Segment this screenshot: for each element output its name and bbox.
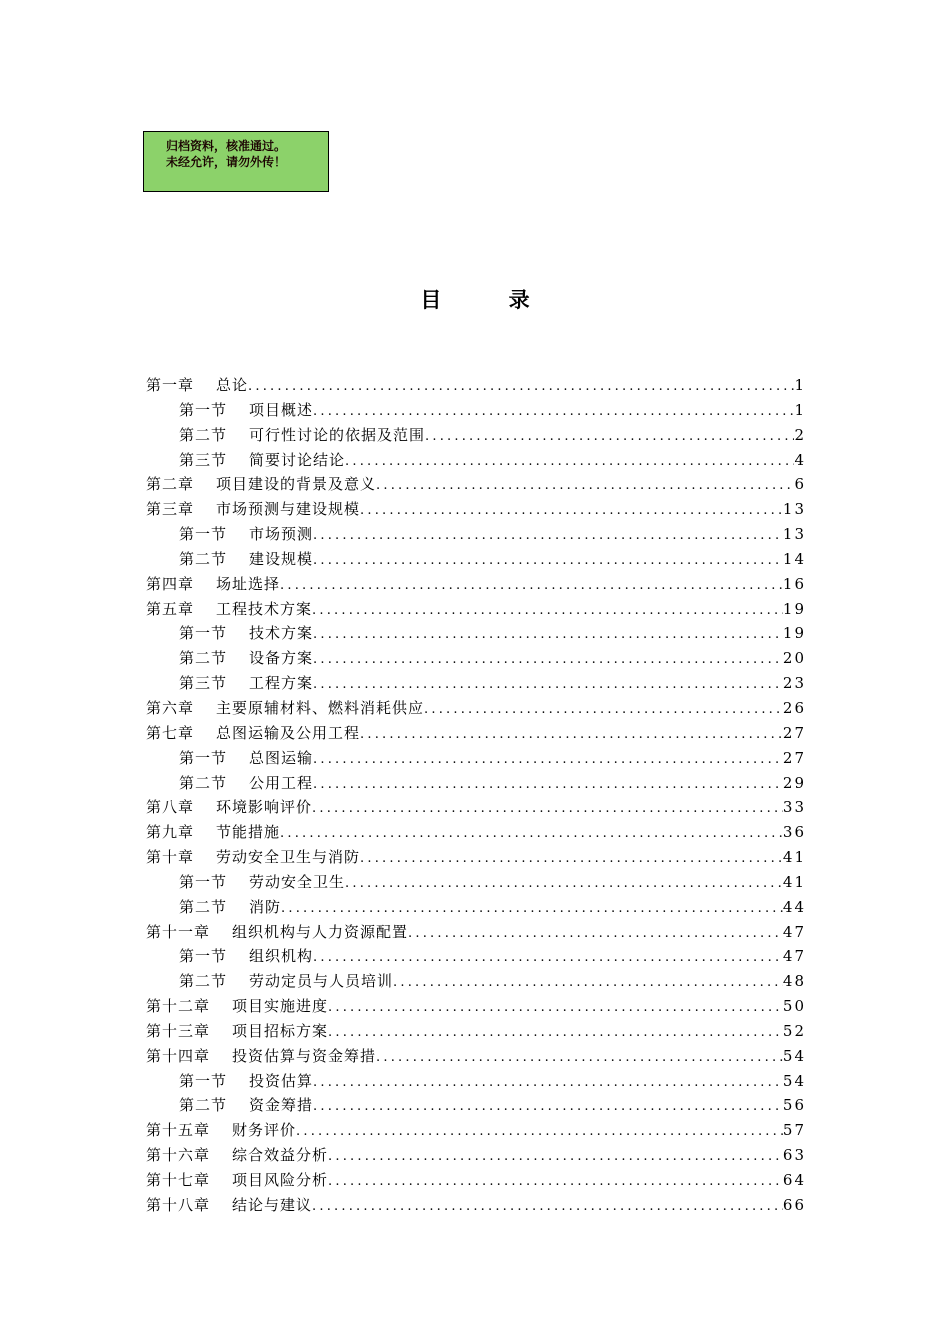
toc-page-number: 63 bbox=[782, 1146, 806, 1165]
toc-dot-leader bbox=[313, 1095, 783, 1118]
toc-entry-title: 组织机构与人力资源配置 bbox=[232, 922, 409, 941]
toc-entry-number: 第十章 bbox=[146, 848, 195, 867]
toc-entry-number: 第二节 bbox=[179, 897, 228, 916]
toc-entry-number: 第十二章 bbox=[146, 997, 211, 1016]
toc-entry-number: 第二节 bbox=[179, 549, 228, 568]
toc-entry-number: 第二节 bbox=[179, 773, 228, 792]
toc-entry-number: 第一章 bbox=[146, 376, 195, 394]
toc-dot-leader bbox=[312, 1195, 783, 1218]
toc-page-number: 1 bbox=[794, 400, 806, 419]
toc-entry-number: 第一节 bbox=[179, 748, 228, 767]
toc-entry-number: 第七章 bbox=[146, 723, 195, 742]
toc-entry-title: 节能措施 bbox=[216, 823, 281, 842]
toc-page-number: 50 bbox=[782, 997, 806, 1016]
toc-chapter-entry[interactable] bbox=[146, 472, 806, 497]
toc-entry-number: 第六章 bbox=[146, 698, 195, 717]
toc-page-number: 44 bbox=[782, 897, 806, 916]
toc-entry-number: 第一节 bbox=[179, 400, 228, 419]
toc-dot-leader bbox=[313, 648, 783, 671]
table-of-contents bbox=[146, 373, 806, 1218]
toc-entry-number: 第三节 bbox=[179, 450, 228, 469]
toc-section-entry[interactable] bbox=[146, 1069, 806, 1094]
toc-dot-leader bbox=[313, 748, 783, 771]
toc-chapter-entry[interactable] bbox=[146, 1193, 806, 1218]
toc-dot-leader bbox=[360, 499, 783, 522]
toc-chapter-entry[interactable] bbox=[146, 721, 806, 746]
toc-entry-title: 结论与建议 bbox=[232, 1195, 313, 1214]
toc-entry-title: 技术方案 bbox=[249, 624, 314, 643]
toc-section-entry[interactable] bbox=[146, 398, 806, 423]
toc-entry-title: 资金筹措 bbox=[249, 1096, 314, 1115]
toc-page-number: 13 bbox=[782, 525, 806, 544]
toc-dot-leader bbox=[280, 574, 783, 597]
toc-dot-leader bbox=[296, 1120, 783, 1143]
toc-section-entry[interactable] bbox=[146, 522, 806, 547]
toc-page-number: 20 bbox=[782, 649, 806, 668]
toc-page-number: 48 bbox=[782, 972, 806, 991]
toc-dot-leader bbox=[313, 946, 783, 969]
toc-section-entry[interactable] bbox=[146, 969, 806, 994]
toc-page-number: 54 bbox=[782, 1046, 806, 1065]
toc-chapter-entry[interactable] bbox=[146, 597, 806, 622]
toc-entry-number: 第十四章 bbox=[146, 1046, 211, 1065]
toc-dot-leader bbox=[312, 599, 783, 622]
toc-entry-title: 工程方案 bbox=[249, 674, 314, 693]
toc-chapter-entry[interactable] bbox=[146, 1168, 806, 1193]
toc-entry-title: 项目风险分析 bbox=[232, 1171, 329, 1189]
toc-entry-title: 投资估算与资金筹措 bbox=[232, 1046, 377, 1065]
toc-entry-number: 第十七章 bbox=[146, 1171, 211, 1189]
toc-section-entry[interactable] bbox=[146, 870, 806, 895]
toc-entry-number: 第一节 bbox=[179, 947, 228, 966]
toc-dot-leader bbox=[313, 549, 783, 572]
toc-section-entry[interactable] bbox=[146, 547, 806, 572]
toc-entry-number: 第四章 bbox=[146, 574, 195, 593]
toc-entry-title: 工程技术方案 bbox=[216, 599, 313, 618]
toc-title: 目 录 bbox=[420, 288, 560, 312]
toc-entry-title: 市场预测 bbox=[249, 525, 314, 544]
toc-dot-leader bbox=[313, 673, 783, 696]
toc-entry-number: 第十八章 bbox=[146, 1195, 211, 1214]
toc-entry-title: 建设规模 bbox=[249, 549, 314, 568]
toc-dot-leader bbox=[345, 450, 794, 473]
toc-entry-title: 项目实施进度 bbox=[232, 997, 329, 1016]
toc-page-number: 19 bbox=[782, 624, 806, 643]
toc-dot-leader bbox=[376, 1046, 783, 1069]
toc-entry-number: 第三节 bbox=[179, 674, 228, 693]
toc-page-number: 54 bbox=[782, 1071, 806, 1090]
toc-entry-title: 场址选择 bbox=[216, 574, 281, 593]
toc-chapter-entry[interactable] bbox=[146, 994, 806, 1019]
toc-section-entry[interactable] bbox=[146, 646, 806, 671]
toc-page-number: 64 bbox=[782, 1171, 806, 1189]
toc-page-number: 29 bbox=[782, 773, 806, 792]
toc-entry-number: 第八章 bbox=[146, 798, 195, 817]
toc-entry-number: 第一节 bbox=[179, 525, 228, 544]
toc-dot-leader bbox=[376, 474, 794, 497]
toc-entry-title: 环境影响评价 bbox=[216, 798, 313, 817]
toc-section-entry[interactable] bbox=[146, 895, 806, 920]
toc-dot-leader bbox=[328, 1021, 783, 1044]
toc-page-number: 19 bbox=[782, 599, 806, 618]
toc-entry-number: 第十六章 bbox=[146, 1146, 211, 1165]
toc-entry-number: 第九章 bbox=[146, 823, 195, 842]
toc-entry-title: 劳动安全卫生 bbox=[249, 872, 346, 891]
toc-page-number: 26 bbox=[782, 698, 806, 717]
toc-section-entry[interactable] bbox=[146, 771, 806, 796]
toc-dot-leader bbox=[360, 723, 783, 746]
toc-chapter-entry[interactable] bbox=[146, 373, 806, 398]
toc-entry-title: 设备方案 bbox=[249, 649, 314, 668]
toc-dot-leader bbox=[313, 400, 794, 423]
toc-dot-leader bbox=[281, 897, 783, 920]
toc-page-number: 41 bbox=[782, 872, 806, 891]
toc-entry-number: 第十五章 bbox=[146, 1121, 211, 1140]
toc-page-number: 47 bbox=[782, 922, 806, 941]
toc-entry-title: 可行性讨论的依据及范围 bbox=[249, 425, 426, 444]
toc-entry-number: 第三章 bbox=[146, 500, 195, 519]
toc-entry-number: 第二章 bbox=[146, 475, 195, 494]
toc-dot-leader bbox=[313, 773, 783, 796]
toc-page-number: 6 bbox=[794, 475, 806, 494]
toc-chapter-entry[interactable] bbox=[146, 795, 806, 820]
toc-entry-title: 项目概述 bbox=[249, 400, 314, 419]
toc-chapter-entry[interactable] bbox=[146, 497, 806, 522]
toc-page-number: 13 bbox=[782, 500, 806, 519]
toc-dot-leader bbox=[393, 971, 783, 994]
toc-page-number: 57 bbox=[782, 1121, 806, 1140]
toc-entry-title: 简要讨论结论 bbox=[249, 450, 346, 469]
toc-section-entry[interactable] bbox=[146, 621, 806, 646]
toc-page-number: 41 bbox=[782, 848, 806, 867]
toc-page-number: 52 bbox=[782, 1021, 806, 1040]
toc-chapter-entry[interactable] bbox=[146, 1118, 806, 1143]
toc-dot-leader bbox=[313, 1071, 783, 1094]
toc-dot-leader bbox=[360, 847, 783, 870]
toc-entry-title: 劳动定员与人员培训 bbox=[249, 972, 394, 991]
archive-stamp bbox=[143, 131, 329, 192]
toc-chapter-entry[interactable] bbox=[146, 820, 806, 845]
toc-page-number: 27 bbox=[782, 748, 806, 767]
toc-entry-number: 第一节 bbox=[179, 872, 228, 891]
toc-entry-number: 第二节 bbox=[179, 1096, 228, 1115]
toc-chapter-entry[interactable] bbox=[146, 696, 806, 721]
toc-page-number: 1 bbox=[794, 376, 806, 394]
toc-entry-number: 第一节 bbox=[179, 1071, 228, 1090]
toc-page-number: 47 bbox=[782, 947, 806, 966]
toc-entry-title: 主要原辅材料、燃料消耗供应 bbox=[216, 698, 425, 717]
toc-section-entry[interactable] bbox=[146, 671, 806, 696]
toc-page-number: 56 bbox=[782, 1096, 806, 1115]
toc-entry-title: 组织机构 bbox=[249, 947, 314, 966]
toc-chapter-entry[interactable] bbox=[146, 845, 806, 870]
toc-chapter-entry[interactable] bbox=[146, 572, 806, 597]
toc-section-entry[interactable] bbox=[146, 1093, 806, 1118]
toc-chapter-entry[interactable] bbox=[146, 1044, 806, 1069]
toc-entry-title: 综合效益分析 bbox=[232, 1146, 329, 1165]
toc-dot-leader bbox=[280, 822, 783, 845]
stamp-line-1: 归档资料，核准通过。 bbox=[166, 139, 287, 153]
toc-entry-title: 项目建设的背景及意义 bbox=[216, 475, 377, 494]
toc-entry-number: 第十三章 bbox=[146, 1021, 211, 1040]
toc-page-number: 66 bbox=[782, 1195, 806, 1214]
toc-page-number: 16 bbox=[782, 574, 806, 593]
toc-entry-title: 劳动安全卫生与消防 bbox=[216, 848, 361, 867]
toc-page-number: 2 bbox=[794, 425, 806, 444]
toc-chapter-entry[interactable] bbox=[146, 920, 806, 945]
toc-dot-leader bbox=[312, 797, 783, 820]
toc-dot-leader bbox=[328, 996, 783, 1019]
toc-dot-leader bbox=[328, 1170, 783, 1193]
toc-entry-number: 第二节 bbox=[179, 425, 228, 444]
toc-entry-title: 总图运输 bbox=[249, 748, 314, 767]
toc-entry-title: 财务评价 bbox=[232, 1121, 297, 1140]
toc-page-number: 14 bbox=[782, 549, 806, 568]
toc-section-entry[interactable] bbox=[146, 944, 806, 969]
toc-entry-title: 公用工程 bbox=[249, 773, 314, 792]
stamp-line-2: 未经允许，请勿外传！ bbox=[166, 155, 287, 169]
toc-page-number: 36 bbox=[782, 823, 806, 842]
toc-dot-leader bbox=[408, 922, 783, 945]
toc-entry-title: 投资估算 bbox=[249, 1071, 314, 1090]
toc-dot-leader bbox=[345, 872, 783, 895]
toc-dot-leader bbox=[248, 375, 794, 398]
toc-dot-leader bbox=[328, 1145, 783, 1168]
toc-entry-number: 第十一章 bbox=[146, 922, 211, 941]
toc-chapter-entry[interactable] bbox=[146, 1143, 806, 1168]
toc-entry-title: 总论 bbox=[216, 376, 249, 394]
toc-page-number: 23 bbox=[782, 674, 806, 693]
toc-dot-leader bbox=[424, 698, 783, 721]
toc-section-entry[interactable] bbox=[146, 423, 806, 448]
toc-entry-title: 项目招标方案 bbox=[232, 1021, 329, 1040]
toc-entry-number: 第五章 bbox=[146, 599, 195, 618]
toc-entry-number: 第二节 bbox=[179, 649, 228, 668]
toc-entry-number: 第一节 bbox=[179, 624, 228, 643]
toc-dot-leader bbox=[313, 524, 783, 547]
toc-page-number: 4 bbox=[794, 450, 806, 469]
toc-entry-title: 市场预测与建设规模 bbox=[216, 500, 361, 519]
toc-page-number: 33 bbox=[782, 798, 806, 817]
toc-entry-title: 消防 bbox=[249, 897, 282, 916]
toc-entry-title: 总图运输及公用工程 bbox=[216, 723, 361, 742]
toc-page-number: 27 bbox=[782, 723, 806, 742]
toc-section-entry[interactable] bbox=[146, 746, 806, 771]
toc-chapter-entry[interactable] bbox=[146, 1019, 806, 1044]
toc-dot-leader bbox=[313, 623, 783, 646]
toc-section-entry[interactable] bbox=[146, 448, 806, 473]
toc-entry-number: 第二节 bbox=[179, 972, 228, 991]
toc-dot-leader bbox=[425, 425, 794, 448]
